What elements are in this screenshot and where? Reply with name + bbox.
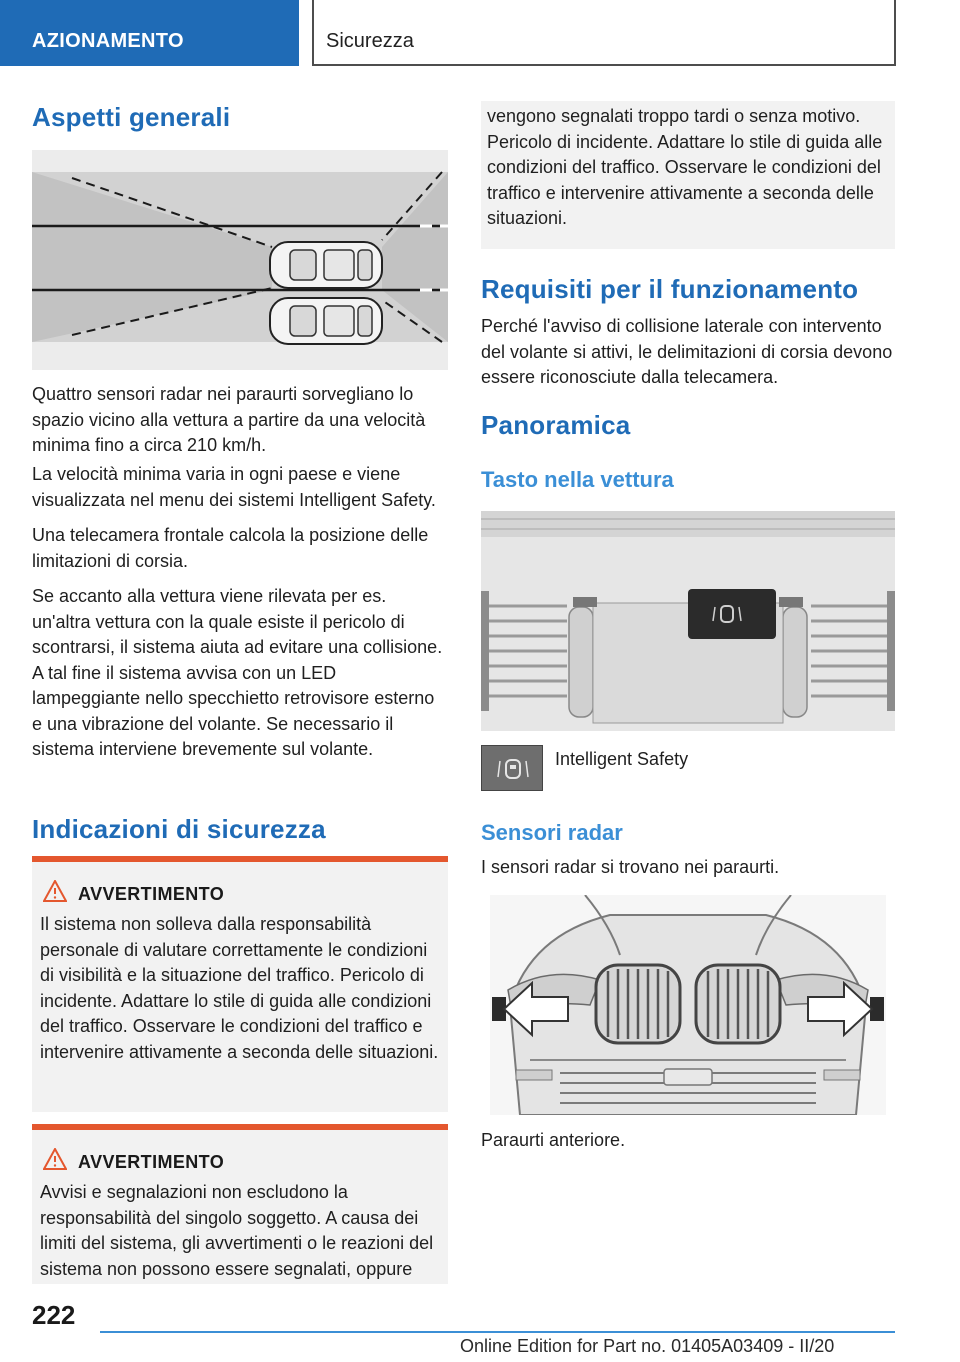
paragraph-camera: Una telecamera frontale calcola la posizione delle limitazioni di corsia. [32, 525, 429, 571]
paragraph-speed: La velocità minima varia in ogni paese e viene visualizzata nel menu dei sistemi Intelligent Safety. [32, 464, 436, 510]
warning-continued-text: vengono segnalati troppo tardi o senza motivo. Pericolo di incidente. Adattare lo stile di guida alle condizioni del traffico. Osservare le condizioni del traffico e intervenire attivamente a seconda delle situazioni. [487, 106, 883, 228]
lane-diagram-illustration [32, 150, 448, 370]
heading-general: Aspetti generali [32, 102, 231, 132]
dashboard-vents-illustration [481, 511, 895, 731]
paragraph-radar: I sensori radar si trovano nei paraurti. [481, 857, 780, 877]
paragraph-sensors: Quattro sensori radar nei paraurti sorvegliano lo spazio vicino alla vettura a partire da una velocità minima fino a circa 210 km/h. [32, 384, 426, 455]
dashboard-button-figure [481, 511, 895, 731]
intelligent-safety-button-icon [481, 745, 543, 791]
chapter-tab: AZIONAMENTO [0, 0, 299, 66]
heading-safety: Indicazioni di sicurezza [32, 814, 326, 844]
warning-text: Il sistema non solleva dalla responsabilità personale di valutare correttamente le condizioni di visibilità e la situazione del traffico. Pericolo di incidente. Adattare lo stile di guida alle condizioni del traffico. Osservare le condizioni del traffico e intervenire attivamente a seconda delle situazioni. [40, 914, 439, 1062]
warning-text: Avvisi e segnalazioni non escludono la responsabilità del singolo soggetto. A causa dei limiti del sistema, gli avvertimenti o le reazioni del sistema non possono essere segnalati, oppure [40, 1182, 434, 1279]
footer-edition: Online Edition for Part no. 01405A03409 - II/20 [460, 1336, 835, 1356]
paragraph-collision: Se accanto alla vettura viene rilevata per es. un'altra vettura con la quale esiste il pericolo di scontrarsi, il sistema aiuta ad evitare una collisione. A tal fine il sistema avvisa con un LED lampeggiante nello specchietto retrovisore esterno e una vibrazione del volante. Se necessario il sistema interviene brevemente sul volante. [32, 586, 443, 759]
warning-triangle-icon [43, 1148, 67, 1170]
button-label: Intelligent Safety [555, 749, 689, 769]
warning-box-2 [32, 1124, 448, 1284]
heading-requirements: Requisiti per il funzionamento [481, 274, 859, 304]
warning-continued-box [481, 101, 895, 249]
page-number: 222 [32, 1300, 76, 1330]
warning-triangle-icon [43, 880, 67, 902]
footer-divider [100, 1331, 895, 1333]
topic-tab: Sicurezza [312, 0, 896, 66]
warning-title: AVVERTIMENTO [78, 884, 225, 904]
front-bumper-illustration [490, 895, 886, 1115]
lane-diagram-figure [32, 150, 448, 370]
heading-overview: Panoramica [481, 410, 631, 440]
warning-title: AVVERTIMENTO [78, 1152, 225, 1172]
paragraph-requirements: Perché l'avviso di collisione laterale con intervento del volante si attivi, le delimitazioni di corsia devono essere riconosciute dalla telecamera. [481, 316, 893, 387]
warning-box-1 [32, 856, 448, 1112]
subheading-button: Tasto nella vettura [481, 467, 674, 492]
radar-caption: Paraurti anteriore. [481, 1130, 626, 1150]
front-bumper-figure [490, 895, 886, 1115]
subheading-radar: Sensori radar [481, 820, 623, 845]
